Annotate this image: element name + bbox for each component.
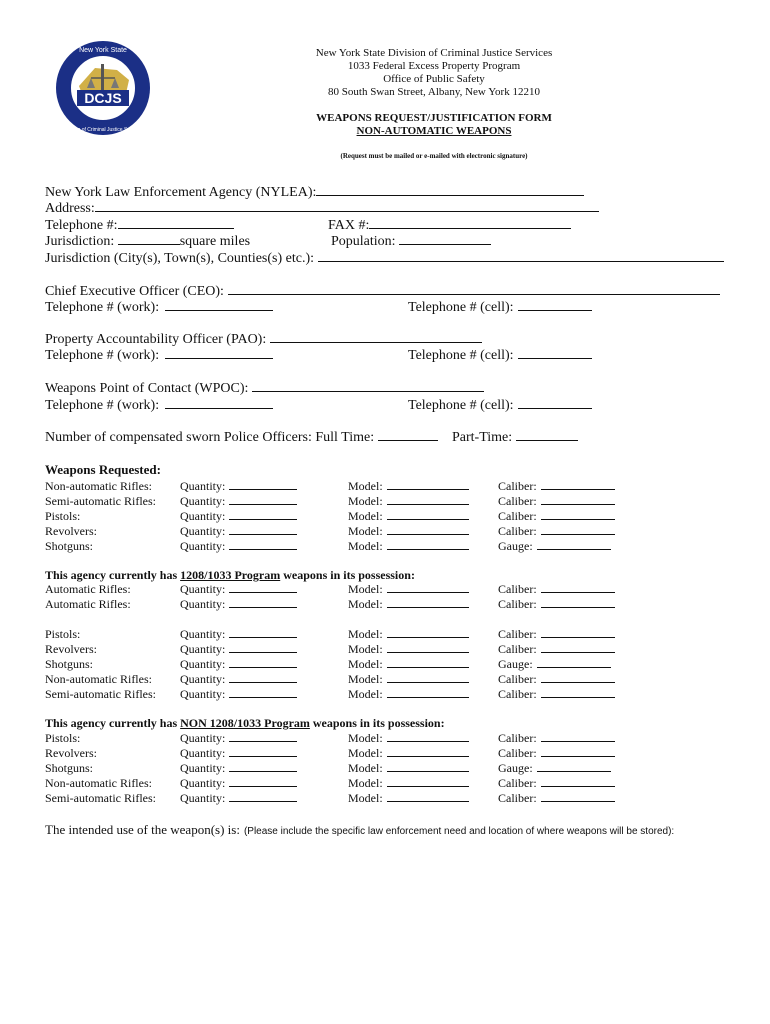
header-line-3: Office of Public Safety [383, 73, 485, 85]
caliber-label: Caliber: [498, 672, 537, 686]
pao-tel-work-label: Telephone # (work): [45, 348, 160, 363]
officers-part-time-field[interactable] [516, 429, 578, 441]
ceo-tel-work-row [45, 299, 273, 316]
model-cell [348, 672, 469, 687]
fax-field[interactable] [369, 217, 571, 229]
officers-part-time-row [452, 429, 578, 446]
quantity-cell [180, 687, 297, 702]
quantity-label: Quantity: [180, 524, 226, 538]
population-field[interactable] [399, 233, 491, 245]
quantity-cell [180, 776, 297, 791]
model-cell [348, 791, 469, 806]
model-label: Model: [348, 776, 383, 790]
quantity-label: Quantity: [180, 479, 226, 493]
weapon-row [45, 746, 745, 761]
caliber-field[interactable] [541, 687, 615, 698]
caliber-label: Caliber: [498, 746, 537, 760]
quantity-cell [180, 731, 297, 746]
jurisdiction-field[interactable] [118, 233, 180, 245]
telephone-label: Telephone #: [45, 218, 118, 233]
model-cell [348, 539, 469, 554]
caliber-cell [498, 731, 615, 746]
caliber-field[interactable] [541, 791, 615, 802]
ceo-tel-cell-label: Telephone # (cell): [408, 300, 514, 315]
quantity-cell [180, 746, 297, 761]
caliber-field[interactable] [541, 672, 615, 683]
form-subtitle: NON-AUTOMATIC WEAPONS [356, 125, 512, 137]
model-field[interactable] [387, 776, 469, 787]
quantity-label: Quantity: [180, 627, 226, 641]
model-label: Model: [348, 597, 383, 611]
weapon-type-label: Revolvers: [45, 642, 97, 656]
quantity-field[interactable] [229, 627, 297, 638]
quantity-cell [180, 657, 297, 672]
ceo-tel-cell-row [408, 299, 592, 316]
pao-tel-cell-field[interactable] [518, 347, 592, 359]
quantity-label: Quantity: [180, 791, 226, 805]
caliber-label: Caliber: [498, 687, 537, 701]
model-label: Model: [348, 627, 383, 641]
quantity-label: Quantity: [180, 687, 226, 701]
weapon-type-label: Non-automatic Rifles: [45, 672, 152, 686]
form-title: WEAPONS REQUEST/JUSTIFICATION FORM [316, 112, 552, 124]
weapon-type-label: Automatic Rifles: [45, 597, 131, 611]
model-label: Model: [348, 746, 383, 760]
telephone-field[interactable] [118, 217, 234, 229]
intended-use-row [45, 821, 674, 839]
quantity-field[interactable] [229, 791, 297, 802]
nylea-row [45, 184, 584, 201]
logo-acronym: DCJS [84, 90, 122, 106]
weapon-row [45, 539, 745, 554]
pao-tel-cell-row [408, 347, 592, 364]
nylea-field[interactable] [316, 184, 584, 196]
caliber-cell [498, 524, 615, 539]
population-row [331, 233, 491, 250]
model-field[interactable] [387, 791, 469, 802]
pao-tel-work-field[interactable] [165, 347, 273, 359]
caliber-cell [498, 597, 615, 612]
caliber-cell [498, 687, 615, 702]
caliber-label: Caliber: [498, 479, 537, 493]
quantity-label: Quantity: [180, 597, 226, 611]
model-cell [348, 776, 469, 791]
weapon-type-label: Semi-automatic Rifles: [45, 494, 156, 508]
caliber-cell [498, 627, 615, 642]
caliber-cell [498, 672, 615, 687]
pao-field[interactable] [270, 331, 482, 343]
model-cell [348, 479, 469, 494]
quantity-field[interactable] [229, 597, 297, 608]
weapon-row [45, 597, 745, 612]
model-cell [348, 627, 469, 642]
weapon-row [45, 776, 745, 791]
model-field[interactable] [387, 657, 469, 668]
quantity-cell [180, 672, 297, 687]
jurisdiction-cities-label: Jurisdiction (City(s), Town(s), Counties(s) etc.): [45, 251, 315, 266]
weapon-type-label: Semi-automatic Rifles: [45, 791, 156, 805]
ceo-tel-work-label: Telephone # (work): [45, 300, 160, 315]
quantity-label: Quantity: [180, 582, 226, 596]
program-title-post: weapons in its possession: [280, 568, 415, 582]
model-label: Model: [348, 731, 383, 745]
weapon-row [45, 657, 745, 672]
wpoc-tel-work-field[interactable] [165, 397, 273, 409]
caliber-field[interactable] [541, 582, 615, 593]
quantity-field[interactable] [229, 524, 297, 535]
quantity-field[interactable] [229, 479, 297, 490]
wpoc-tel-cell-field[interactable] [518, 397, 592, 409]
caliber-cell [498, 791, 615, 806]
gauge-label: Gauge: [498, 761, 533, 775]
non-program-title-pre: This agency currently has [45, 716, 181, 730]
gauge-label: Gauge: [498, 657, 533, 671]
quantity-field[interactable] [229, 672, 297, 683]
weapon-type-label: Pistols: [45, 627, 81, 641]
caliber-label: Caliber: [498, 582, 537, 596]
jurisdiction-cities-row [45, 250, 724, 267]
address-label: Address: [45, 201, 95, 216]
quantity-field[interactable] [229, 687, 297, 698]
population-label: Population: [331, 234, 396, 249]
model-cell [348, 494, 469, 509]
model-field[interactable] [387, 687, 469, 698]
logo-top-text: New York State [79, 47, 127, 54]
weapon-type-label: Shotguns: [45, 539, 94, 553]
officers-full-time-label: Number of compensated sworn Police Officers: Full Time: [45, 430, 375, 445]
model-field[interactable] [387, 642, 469, 653]
weapon-row [45, 509, 745, 524]
nylea-label: New York Law Enforcement Agency (NYLEA): [45, 185, 317, 200]
model-field[interactable] [387, 597, 469, 608]
quantity-cell [180, 539, 297, 554]
weapon-type-label: Revolvers: [45, 524, 97, 538]
quantity-field[interactable] [229, 539, 297, 550]
model-field[interactable] [387, 672, 469, 683]
model-cell [348, 509, 469, 524]
caliber-cell [498, 509, 615, 524]
weapon-type-label: Pistols: [45, 509, 81, 523]
model-label: Model: [348, 657, 383, 671]
quantity-cell [180, 791, 297, 806]
pao-tel-cell-label: Telephone # (cell): [408, 348, 514, 363]
model-label: Model: [348, 761, 383, 775]
model-field[interactable] [387, 494, 469, 505]
quantity-field[interactable] [229, 746, 297, 757]
model-field[interactable] [387, 509, 469, 520]
caliber-field[interactable] [541, 509, 615, 520]
pao-row [45, 331, 482, 348]
quantity-cell [180, 582, 297, 597]
non-program-title-underlined: NON 1208/1033 Program [180, 716, 310, 730]
fax-row [328, 217, 571, 234]
non-program-title-post: weapons in its possession: [309, 716, 445, 730]
gauge-label: Gauge: [498, 539, 533, 553]
model-label: Model: [348, 494, 383, 508]
caliber-cell [498, 479, 615, 494]
wpoc-tel-cell-row [408, 397, 592, 414]
model-field[interactable] [387, 627, 469, 638]
model-cell [348, 597, 469, 612]
weapon-type-label: Semi-automatic Rifles: [45, 687, 156, 701]
quantity-cell [180, 509, 297, 524]
model-cell [348, 746, 469, 761]
header-line-2: 1033 Federal Excess Property Program [347, 60, 521, 72]
caliber-label: Caliber: [498, 627, 537, 641]
intended-use-detail: (Please include the specific law enforcement need and location of where weapons will be stored): [243, 826, 675, 837]
caliber-field[interactable] [541, 627, 615, 638]
gauge-cell [498, 539, 611, 554]
model-field[interactable] [387, 746, 469, 757]
model-field[interactable] [387, 761, 469, 772]
quantity-cell [180, 627, 297, 642]
officers-full-time-row [45, 429, 438, 446]
intended-use-lead: The intended use of the weapon(s) is: [45, 822, 240, 837]
caliber-field[interactable] [541, 746, 615, 757]
model-label: Model: [348, 524, 383, 538]
gauge-cell [498, 761, 611, 776]
caliber-label: Caliber: [498, 776, 537, 790]
caliber-field[interactable] [541, 731, 615, 742]
quantity-field[interactable] [229, 642, 297, 653]
ceo-row [45, 283, 720, 300]
quantity-field[interactable] [229, 657, 297, 668]
quantity-label: Quantity: [180, 642, 226, 656]
gauge-field[interactable] [537, 539, 611, 550]
quantity-field[interactable] [229, 582, 297, 593]
weapon-row [45, 524, 745, 539]
ceo-tel-cell-field[interactable] [518, 299, 592, 311]
fax-label: FAX #: [328, 218, 370, 233]
model-label: Model: [348, 642, 383, 656]
quantity-label: Quantity: [180, 657, 226, 671]
caliber-field[interactable] [541, 776, 615, 787]
wpoc-tel-work-row [45, 397, 273, 414]
ceo-tel-work-field[interactable] [165, 299, 273, 311]
quantity-field[interactable] [229, 509, 297, 520]
quantity-label: Quantity: [180, 509, 226, 523]
quantity-field[interactable] [229, 761, 297, 772]
logo-bottom-text: Division of Criminal Justice Services [62, 127, 144, 133]
model-label: Model: [348, 672, 383, 686]
caliber-label: Caliber: [498, 731, 537, 745]
model-field[interactable] [387, 479, 469, 490]
caliber-cell [498, 494, 615, 509]
model-label: Model: [348, 687, 383, 701]
gauge-field[interactable] [537, 761, 611, 772]
jurisdiction-label: Jurisdiction: [45, 234, 115, 249]
gauge-field[interactable] [537, 657, 611, 668]
quantity-cell [180, 761, 297, 776]
program-weapons-title [45, 568, 415, 583]
caliber-label: Caliber: [498, 791, 537, 805]
caliber-label: Caliber: [498, 642, 537, 656]
quantity-label: Quantity: [180, 539, 226, 553]
ceo-label: Chief Executive Officer (CEO): [45, 284, 224, 299]
quantity-cell [180, 479, 297, 494]
caliber-label: Caliber: [498, 524, 537, 538]
caliber-label: Caliber: [498, 494, 537, 508]
address-field[interactable] [95, 200, 599, 212]
quantity-label: Quantity: [180, 494, 226, 508]
weapon-type-label: Shotguns: [45, 657, 94, 671]
model-field[interactable] [387, 524, 469, 535]
wpoc-label: Weapons Point of Contact (WPOC): [45, 381, 249, 396]
wpoc-tel-work-label: Telephone # (work): [45, 398, 160, 413]
model-field[interactable] [387, 582, 469, 593]
weapon-row [45, 582, 745, 597]
weapon-row [45, 494, 745, 509]
wpoc-row [45, 380, 484, 397]
weapon-type-label: Pistols: [45, 731, 81, 745]
quantity-cell [180, 642, 297, 657]
model-label: Model: [348, 539, 383, 553]
weapon-row [45, 642, 745, 657]
quantity-field[interactable] [229, 494, 297, 505]
model-cell [348, 657, 469, 672]
weapon-type-label: Automatic Rifles: [45, 582, 131, 596]
wpoc-field[interactable] [252, 380, 484, 392]
model-label: Model: [348, 582, 383, 596]
weapon-row [45, 791, 745, 806]
weapon-row [45, 672, 745, 687]
model-cell [348, 524, 469, 539]
caliber-field[interactable] [541, 479, 615, 490]
weapon-type-label: Non-automatic Rifles: [45, 776, 152, 790]
caliber-label: Caliber: [498, 597, 537, 611]
caliber-field[interactable] [541, 494, 615, 505]
caliber-field[interactable] [541, 597, 615, 608]
weapon-type-label: Non-automatic Rifles: [45, 479, 152, 493]
wpoc-tel-cell-label: Telephone # (cell): [408, 398, 514, 413]
model-label: Model: [348, 479, 383, 493]
caliber-cell [498, 746, 615, 761]
square-miles-label: square miles [179, 234, 251, 249]
model-cell [348, 731, 469, 746]
ceo-field[interactable] [228, 283, 720, 295]
program-title-underlined: 1208/1033 Program [180, 568, 281, 582]
weapon-type-label: Revolvers: [45, 746, 97, 760]
model-cell [348, 642, 469, 657]
quantity-label: Quantity: [180, 761, 226, 775]
weapon-type-label: Shotguns: [45, 761, 94, 775]
pao-tel-work-row [45, 347, 273, 364]
header-line-1: New York State Division of Criminal Justice Services [315, 47, 553, 59]
weapons-requested-title: Weapons Requested: [45, 462, 161, 477]
quantity-field[interactable] [229, 731, 297, 742]
quantity-label: Quantity: [180, 731, 226, 745]
quantity-field[interactable] [229, 776, 297, 787]
jurisdiction-row [45, 233, 250, 250]
quantity-cell [180, 524, 297, 539]
dcjs-logo [55, 40, 151, 136]
telephone-row [45, 217, 234, 234]
model-label: Model: [348, 791, 383, 805]
model-label: Model: [348, 509, 383, 523]
model-cell [348, 582, 469, 597]
model-field[interactable] [387, 731, 469, 742]
caliber-label: Caliber: [498, 509, 537, 523]
model-field[interactable] [387, 539, 469, 550]
address-row [45, 200, 599, 217]
weapon-row [45, 627, 745, 642]
weapon-row [45, 687, 745, 702]
caliber-cell [498, 776, 615, 791]
non-program-weapons-title [45, 716, 445, 731]
model-cell [348, 761, 469, 776]
header-line-4: 80 South Swan Street, Albany, New York 12210 [328, 86, 540, 98]
pao-label: Property Accountability Officer (PAO): [45, 332, 267, 347]
quantity-cell [180, 597, 297, 612]
caliber-cell [498, 582, 615, 597]
caliber-field[interactable] [541, 524, 615, 535]
caliber-cell [498, 642, 615, 657]
weapon-row [45, 731, 745, 746]
weapon-row [45, 761, 745, 776]
quantity-label: Quantity: [180, 776, 226, 790]
caliber-field[interactable] [541, 642, 615, 653]
program-title-pre: This agency currently has [45, 568, 181, 582]
jurisdiction-cities-field[interactable] [318, 250, 724, 262]
submission-note: (Request must be mailed or e-mailed with electronic signature) [340, 152, 528, 160]
model-cell [348, 687, 469, 702]
quantity-label: Quantity: [180, 746, 226, 760]
quantity-label: Quantity: [180, 672, 226, 686]
weapon-row [45, 479, 745, 494]
officers-full-time-field[interactable] [378, 429, 438, 441]
quantity-cell [180, 494, 297, 509]
gauge-cell [498, 657, 611, 672]
officers-part-time-label: Part-Time: [452, 430, 513, 445]
